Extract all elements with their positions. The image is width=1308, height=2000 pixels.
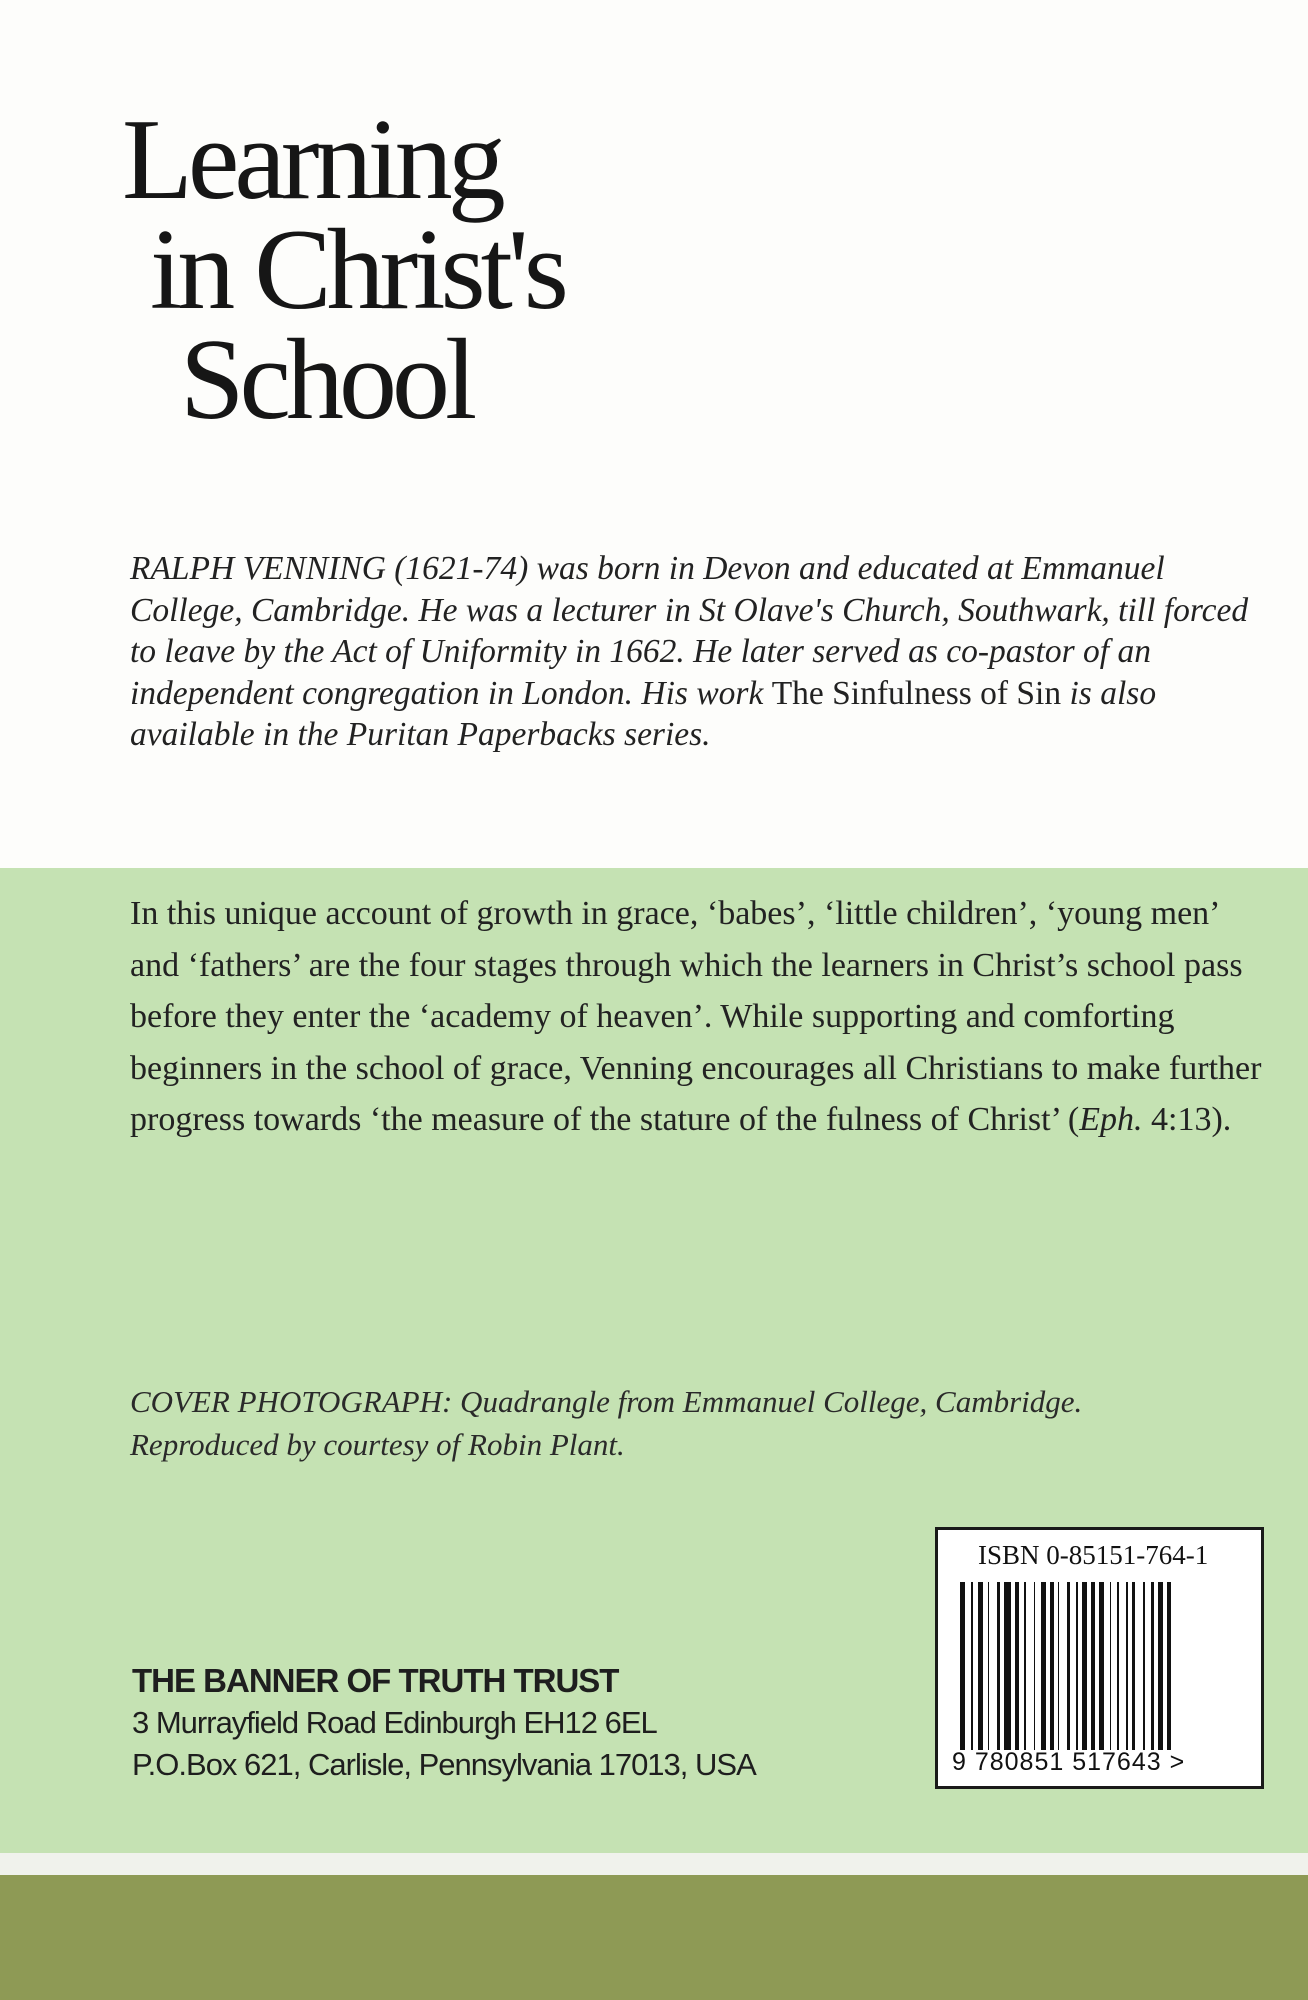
book-title bbox=[122, 96, 564, 444]
barcode-number: 9 780851 517643 > bbox=[952, 1748, 1186, 1776]
book-description bbox=[130, 888, 1270, 1146]
author-name: RALPH VENNING bbox=[130, 550, 386, 587]
bio-book-title: The Sinfulness of Sin bbox=[771, 674, 1062, 712]
barcode-bar bbox=[1167, 1582, 1170, 1750]
barcode-bar bbox=[1058, 1582, 1060, 1750]
publisher-name: THE BANNER OF TRUTH TRUST bbox=[132, 1662, 619, 1699]
barcode-bar bbox=[1132, 1582, 1135, 1750]
barcode-bar bbox=[1015, 1582, 1018, 1750]
barcode-bar bbox=[971, 1582, 973, 1750]
barcode-bar bbox=[1050, 1582, 1053, 1750]
scripture-ref: 4:13). bbox=[1142, 1101, 1232, 1138]
barcode-bar bbox=[1034, 1582, 1036, 1750]
publisher-address-usa: P.O.Box 621, Carlisle, Pennsylvania 17013, USA bbox=[132, 1747, 756, 1782]
publisher-block bbox=[132, 1660, 756, 1786]
barcode-bar bbox=[1151, 1582, 1154, 1750]
barcode-bar bbox=[1117, 1582, 1119, 1750]
olive-band bbox=[0, 1875, 1308, 2000]
author-bio bbox=[130, 548, 1260, 756]
barcode-bars bbox=[960, 1582, 1242, 1750]
barcode-bar bbox=[1067, 1582, 1070, 1750]
bio-text-b: is also available in the Puritan Paperbacks series. bbox=[130, 674, 1157, 753]
barcode-bar bbox=[1110, 1582, 1112, 1750]
cover-photo-credit: COVER PHOTOGRAPH: Quadrangle from Emmanuel College, Cambridge. Reproduced by courtesy of Robin Plant. bbox=[130, 1384, 1083, 1462]
barcode-bar bbox=[1099, 1582, 1104, 1750]
bio-text-a: (1621-74) was born in Devon and educated at Emmanuel College, Cambridge. He was a lecturer in St Olave's Church, Southwark, till forced to leave by the Act of Uniformity in 1662. He later served as co-pastor of an independent congregation in London. His work bbox=[130, 550, 1249, 712]
isbn-barcode bbox=[935, 1527, 1264, 1789]
title-line-2: in Christ's bbox=[150, 206, 564, 334]
title-line-1: Learning bbox=[122, 96, 501, 224]
description-text: In this unique account of growth in grace, ‘babes’, ‘little children’, ‘young men’ and ‘fathers’ are the four stages through which the learners in Christ’s school pass before they enter the ‘academy of heaven’. While supporting and comforting beginners in the school of grace, Venning encourages all Christians to make further progress towards ‘the measure of the stature of the fulness of Christ’ ( bbox=[130, 895, 1262, 1138]
pale-stripe bbox=[0, 1853, 1308, 1875]
barcode-bar bbox=[1091, 1582, 1094, 1750]
barcode-bar bbox=[978, 1582, 983, 1750]
barcode-bar bbox=[960, 1582, 965, 1750]
barcode-bar bbox=[1126, 1582, 1128, 1750]
barcode-bar bbox=[1024, 1582, 1026, 1750]
barcode-bar bbox=[1143, 1582, 1145, 1750]
barcode-bar bbox=[997, 1582, 1000, 1750]
barcode-bar bbox=[988, 1582, 990, 1750]
barcode-bar bbox=[1076, 1582, 1078, 1750]
scripture-book: Eph. bbox=[1079, 1101, 1143, 1138]
title-line-3: School bbox=[180, 316, 473, 444]
isbn-label: ISBN 0-85151-764-1 bbox=[978, 1540, 1209, 1570]
barcode-bar bbox=[1041, 1582, 1046, 1750]
publisher-address-uk: 3 Murrayfield Road Edinburgh EH12 6EL bbox=[132, 1705, 657, 1740]
barcode-bar bbox=[1082, 1582, 1087, 1750]
barcode-bar bbox=[1004, 1582, 1011, 1750]
barcode-bar bbox=[1158, 1582, 1163, 1750]
